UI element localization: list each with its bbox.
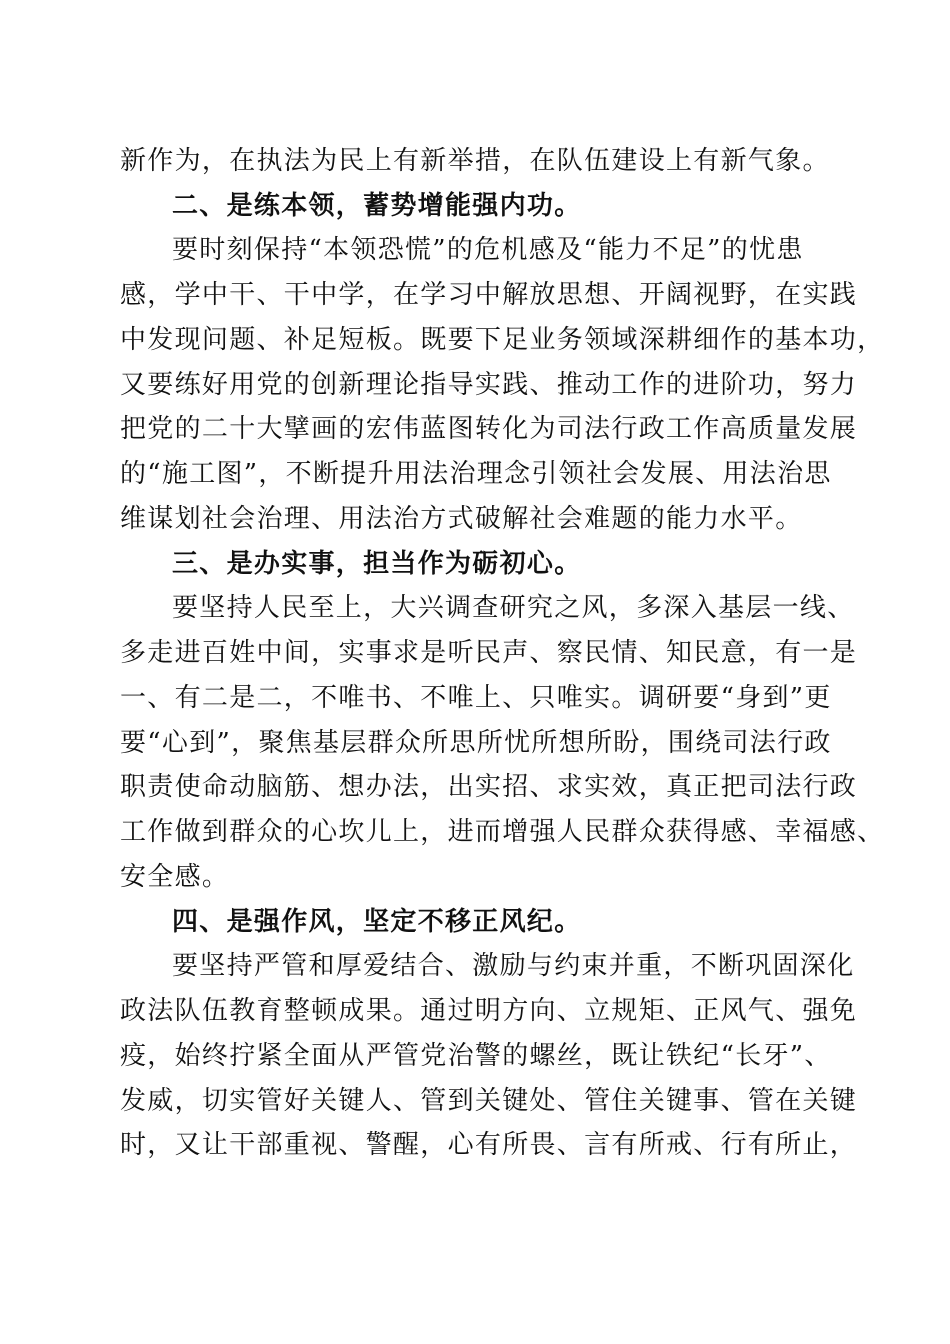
paragraph-line: 政法队伍教育整顿成果。通过明方向、立规矩、正风气、强免 [120, 996, 858, 1026]
paragraph-line: 工作做到群众的心坎儿上，进而增强人民群众获得感、幸福感、 [120, 817, 885, 847]
paragraph-line: 一、有二是二，不唯书、不唯上、只唯实。调研要“身到”更 [120, 683, 832, 713]
paragraph-line: 把党的二十大擘画的宏伟蓝图转化为司法行政工作高质量发展 [120, 414, 858, 444]
paragraph-line: 要坚持严管和厚爱结合、激励与约束并重，不断巩固深化 [172, 951, 855, 981]
paragraph-line: 职责使命动脑筋、想办法，出实招、求实效，真正把司法行政 [120, 772, 858, 802]
paragraph-line: 多走进百姓中间，实事求是听民声、察民情、知民意，有一是 [120, 638, 858, 668]
paragraph-line: 新作为，在执法为民上有新举措，在队伍建设上有新气象。 [120, 146, 830, 176]
paragraph-line: 时，又让干部重视、警醒，心有所畏、言有所戒、行有所止， [120, 1130, 858, 1160]
section-heading-3: 三、是办实事，担当作为砺初心。 [172, 549, 582, 579]
paragraph-line: 发威，切实管好关键人、管到关键处、管住关键事、管在关键 [120, 1086, 858, 1116]
section-heading-4: 四、是强作风，坚定不移正风纪。 [172, 907, 582, 937]
paragraph-line: 的“施工图”，不断提升用法治理念引领社会发展、用法治思 [120, 459, 832, 489]
paragraph-line: 安全感。 [120, 862, 230, 892]
paragraph-line: 要时刻保持“本领恐慌”的危机感及“能力不足”的忧患 [172, 235, 804, 265]
paragraph-line: 维谋划社会治理、用法治方式破解社会难题的能力水平。 [120, 504, 803, 534]
paragraph-line: 要“心到”，聚焦基层群众所思所忧所想所盼，围绕司法行政 [120, 728, 832, 758]
paragraph-line: 要坚持人民至上，大兴调查研究之风，多深入基层一线、 [172, 593, 855, 623]
paragraph-line: 疫，始终拧紧全面从严管党治警的螺丝，既让铁纪“长牙”、 [120, 1041, 832, 1071]
paragraph-line: 感，学中干、干中学，在学习中解放思想、开阔视野，在实践 [120, 280, 858, 310]
paragraph-line: 中发现问题、补足短板。既要下足业务领域深耕细作的基本功， [120, 325, 885, 355]
section-heading-2: 二、是练本领，蓄势增能强内功。 [172, 191, 582, 221]
paragraph-line: 又要练好用党的创新理论指导实践、推动工作的进阶功，努力 [120, 370, 858, 400]
